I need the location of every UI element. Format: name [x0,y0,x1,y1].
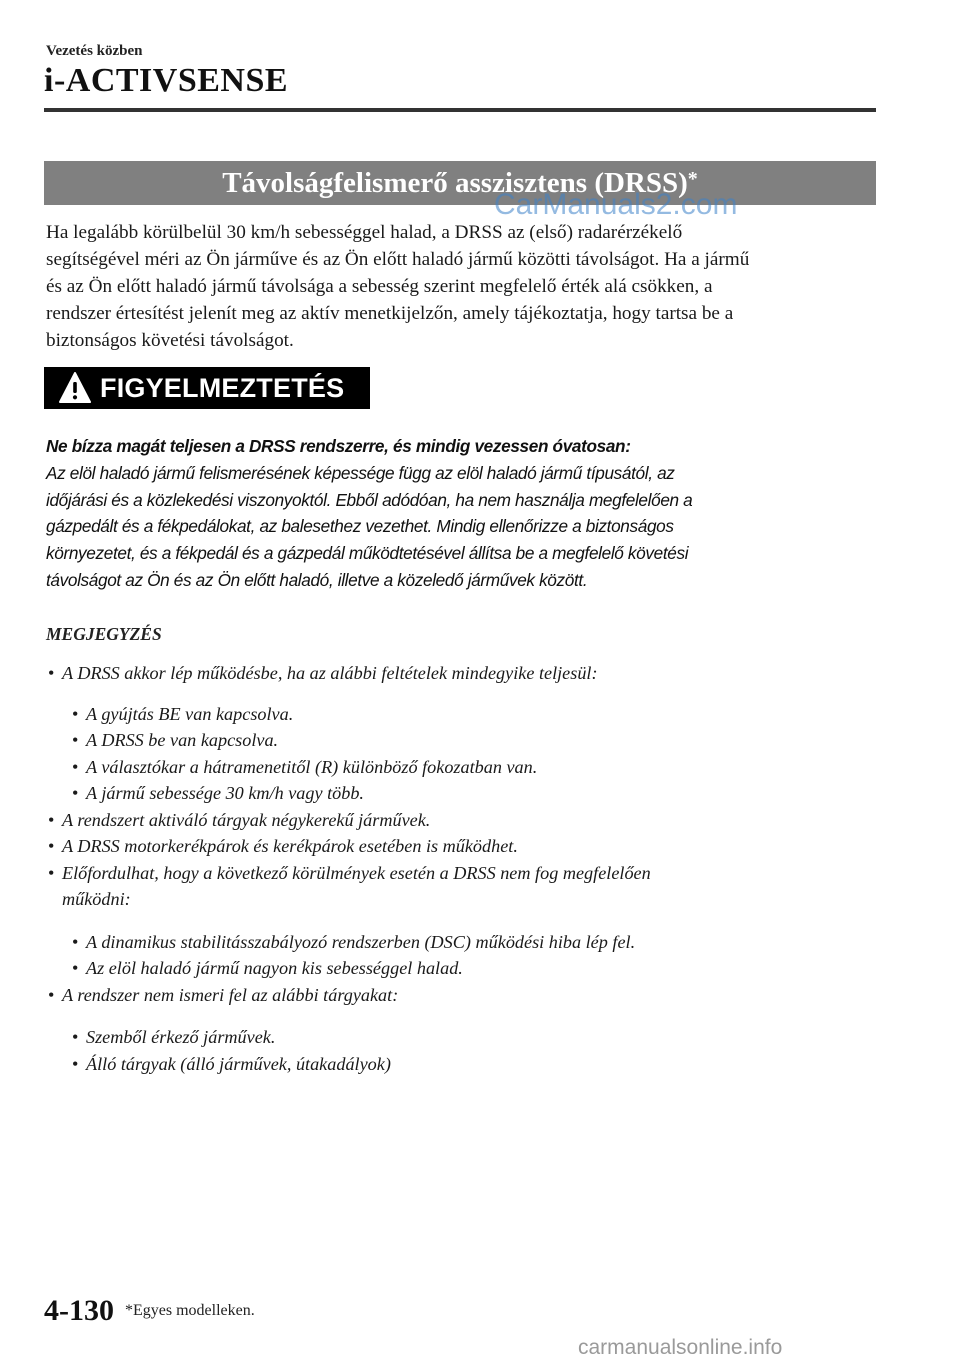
list-item: • A jármű sebessége 30 km/h vagy több. [46,780,876,807]
list-item: • A választókar a hátramenetitől (R) különböző fokozatban van. [46,754,876,781]
bullet: • [48,862,55,883]
bullet: • [72,703,79,724]
list-item: • A DRSS akkor lép működésbe, ha az alábbi feltételek mindegyike teljesül: [46,660,876,687]
warning-triangle-icon [58,371,92,405]
section-title: Távolságfelismerő asszisztens (DRSS) [222,166,688,199]
list-item: • A gyújtás BE van kapcsolva. [46,701,876,728]
bullet: • [48,984,55,1005]
warning-title: FIGYELMEZTETÉS [100,372,345,403]
watermark: CarManuals2.com [494,188,738,221]
warning-line: távolságot az Ön és az Ön előtt haladó, illetve a közeledő járművek között. [46,569,588,590]
running-head: Vezetés közben [46,43,143,59]
warning-line: környezetet, és a fékpedál és a gázpedál működtetésével állítsa be a megfelelő követési [46,543,689,564]
intro-line: és az Ön előtt haladó jármű távolsága a sebesség szerint megfelelő érték alá csökken, a [46,276,713,297]
footer-watermark: carmanualsonline.info [578,1336,783,1359]
warning-line: gázpedált és a fékpedálokat, az balesethez vezethet. Mindig ellenőrizze a biztonságos [46,516,674,537]
bullet: • [48,809,55,830]
bullet: • [72,783,79,803]
list-item-continuation: működni: [62,889,131,909]
bullet: • [72,1027,79,1047]
list-item: • A dinamikus stabilitásszabályozó rendszerben (DSC) működési hiba lép fel. [46,929,876,956]
list-item: • Álló tárgyak (álló járművek, útakadályok) [46,1051,876,1078]
footnote: *Egyes modelleken. [125,1302,255,1319]
intro-line: rendszer értesítést jelenít meg az aktív menetkijelzőn, amely tájékoztatja, hogy tartsa be a [46,303,734,324]
warning-line: időjárási és a közlekedési viszonyoktól. Ebből adódóan, ha nem használja megfelelően a [46,489,693,510]
warning-body [46,433,866,594]
bullet: • [72,958,79,978]
intro-line: biztonságos követési távolságot. [46,330,294,351]
warning-header [44,367,370,409]
list-item: • A rendszer nem ismeri fel az alábbi tárgyakat: [46,982,876,1009]
warning-lead: Ne bízza magát teljesen a DRSS rendszerre, és mindig vezessen óvatosan: [46,436,631,456]
list-item: • Szemből érkező járművek. [46,1024,876,1051]
section-title-banner [44,161,876,205]
warning-line: Az elöl haladó jármű felismerésének képessége függ az elöl haladó jármű típusától, az [46,462,675,483]
note-list [46,660,876,1077]
chapter-title: i-ACTIVSENSE [44,62,289,99]
list-item: • A rendszert aktiváló tárgyak négykerekű járművek. [46,807,876,834]
list-item: • A DRSS be van kapcsolva. [46,727,876,754]
bullet: • [48,836,55,856]
note-title: MEGJEGYZÉS [46,624,162,644]
section-title-marker: * [687,167,698,190]
bullet: • [72,931,79,952]
header-rule [44,108,876,112]
list-item: • A DRSS motorkerékpárok és kerékpárok esetében is működhet. [46,833,876,860]
bullet: • [72,756,79,777]
bullet: • [72,1053,79,1074]
intro-paragraph [46,219,878,354]
list-item: • Az elöl haladó jármű nagyon kis sebességgel halad. [46,955,876,982]
intro-line: segítségével méri az Ön járműve és az Ön előtt haladó jármű közötti távolságot. Ha a jármű [46,249,750,270]
page-number: 4-130 [44,1294,114,1327]
list-item: • Előfordulhat, hogy a következő körülmények esetén a DRSS nem fog megfelelően [46,860,876,887]
bullet: • [72,730,79,750]
intro-line: Ha legalább körülbelül 30 km/h sebességgel halad, a DRSS az (első) radarérzékelő [46,222,683,243]
bullet: • [48,663,55,683]
